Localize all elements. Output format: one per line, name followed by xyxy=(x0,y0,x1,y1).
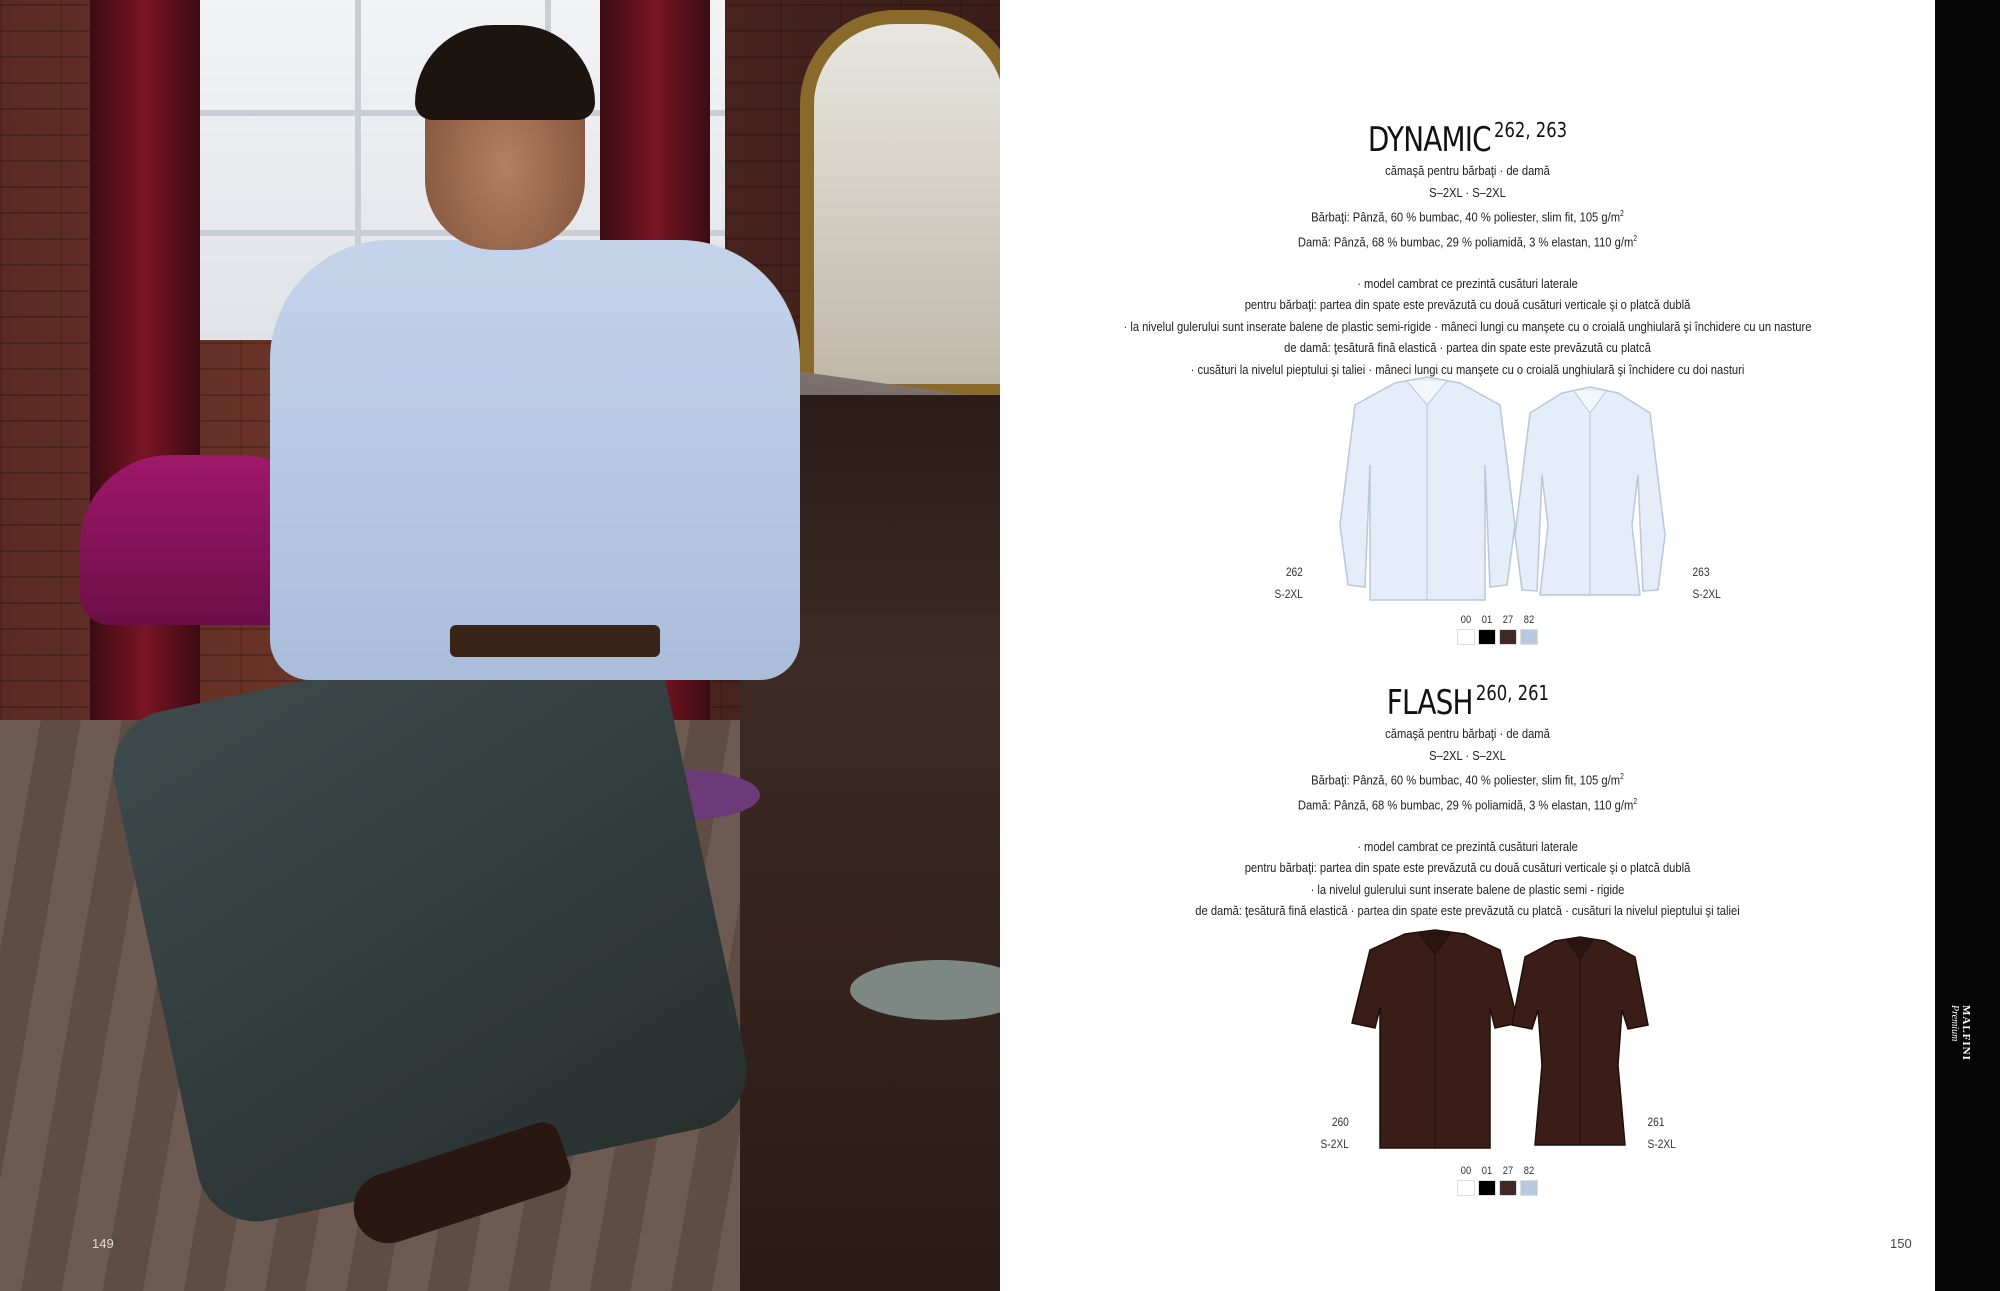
product-fabric-women: Damă: Pânză, 68 % bumbac, 29 % poliamidă, 3 % elastan, 110 $g/m^2$ xyxy=(1297,796,1638,813)
product-code-right: 261 S-2XL xyxy=(1647,1115,1676,1151)
feature-line: de damă: ţesătură fină elastică · partea din spate este prevăzută cu platcă · cusături la nivelul pieptului şi taliei xyxy=(1195,903,1740,919)
product-fabric-men: Bărbaţi: Pânză, 60 % bumbac, 40 % poliester, slim fit, 105 $g/m^2$ xyxy=(1311,772,1624,788)
swatch[interactable]: 01 xyxy=(1478,611,1496,645)
swatch[interactable]: 27 xyxy=(1499,1162,1517,1196)
swatch[interactable]: 00 xyxy=(1457,611,1475,645)
product-type: cămaşă pentru bărbaţi · de damă xyxy=(1385,163,1550,178)
swatch[interactable]: 27 xyxy=(1499,611,1517,645)
page-number-left: 149 xyxy=(92,1236,114,1251)
right-page xyxy=(1000,0,1935,1291)
swatch[interactable]: 82 xyxy=(1520,611,1538,645)
feature-line: · la nivelul gulerului sunt inserate balene de plastic semi-rigide · mâneci lungi cu manşete cu o croială unghiulară şi închidere cu un nasture xyxy=(1123,318,1812,334)
product-sizes: S–2XL · S–2XL xyxy=(1429,184,1506,200)
swatch[interactable]: 01 xyxy=(1478,1162,1496,1196)
feature-line: pentru bărbaţi: partea din spate este prevăzută cu două cusături verticale şi o platcă dublă xyxy=(1244,297,1691,313)
product-dynamic xyxy=(1000,110,1935,380)
dynamic-mens-shirt-image xyxy=(1335,375,1520,605)
flash-womens-shirt-image xyxy=(1510,935,1650,1150)
product-sizes: S–2XL · S–2XL xyxy=(1429,747,1506,763)
swatch[interactable]: 00 xyxy=(1457,1162,1475,1196)
feature-line: · la nivelul gulerului sunt inserate balene de plastic semi - rigide xyxy=(1310,881,1625,897)
product-fabric-women: Damă: Pânză, 68 % bumbac, 29 % poliamidă, 3 % elastan, 110 $g/m^2$ xyxy=(1297,233,1638,250)
mirror xyxy=(800,10,1000,398)
color-swatches xyxy=(1457,611,1538,645)
product-code-left: 262 S-2XL xyxy=(1274,565,1303,601)
brand-sidebar xyxy=(1935,0,2000,1291)
flash-mens-shirt-image xyxy=(1350,928,1520,1150)
feature-line: pentru bărbaţi: partea din spate este prevăzută cu două cusături verticale şi o platcă dublă xyxy=(1244,860,1691,876)
product-title: FLASH $^{260, 261}$ xyxy=(1386,681,1549,723)
feature-line: · model cambrat ce prezintă cusături laterale xyxy=(1357,838,1578,854)
product-code-right: 263 S-2XL xyxy=(1692,565,1721,601)
feature-line: de damă: ţesătură fină elastică · partea din spate este prevăzută cu platcă xyxy=(1284,340,1651,356)
color-swatches xyxy=(1457,1162,1538,1196)
product-code-left: 260 S-2XL xyxy=(1320,1115,1349,1151)
feature-line: · cusături la nivelul pieptului şi taliei · mâneci lungi cu manşete cu o croială unghiulară şi închidere cu doi nasturi xyxy=(1190,361,1745,377)
product-type: cămaşă pentru bărbaţi · de damă xyxy=(1385,726,1550,741)
product-title: DYNAMIC $^{262, 263}$ xyxy=(1367,118,1568,160)
product-flash xyxy=(1000,673,1935,922)
product-fabric-men: Bărbaţi: Pânză, 60 % bumbac, 40 % poliester, slim fit, 105 $g/m^2$ xyxy=(1311,209,1624,225)
brand-logo: MALFINI Premium xyxy=(1949,1005,1972,1061)
page-number-right: 150 xyxy=(1890,1236,1912,1251)
swatch[interactable]: 82 xyxy=(1520,1162,1538,1196)
feature-line: · model cambrat ce prezintă cusături laterale xyxy=(1357,275,1578,291)
dynamic-womens-shirt-image xyxy=(1510,385,1670,600)
